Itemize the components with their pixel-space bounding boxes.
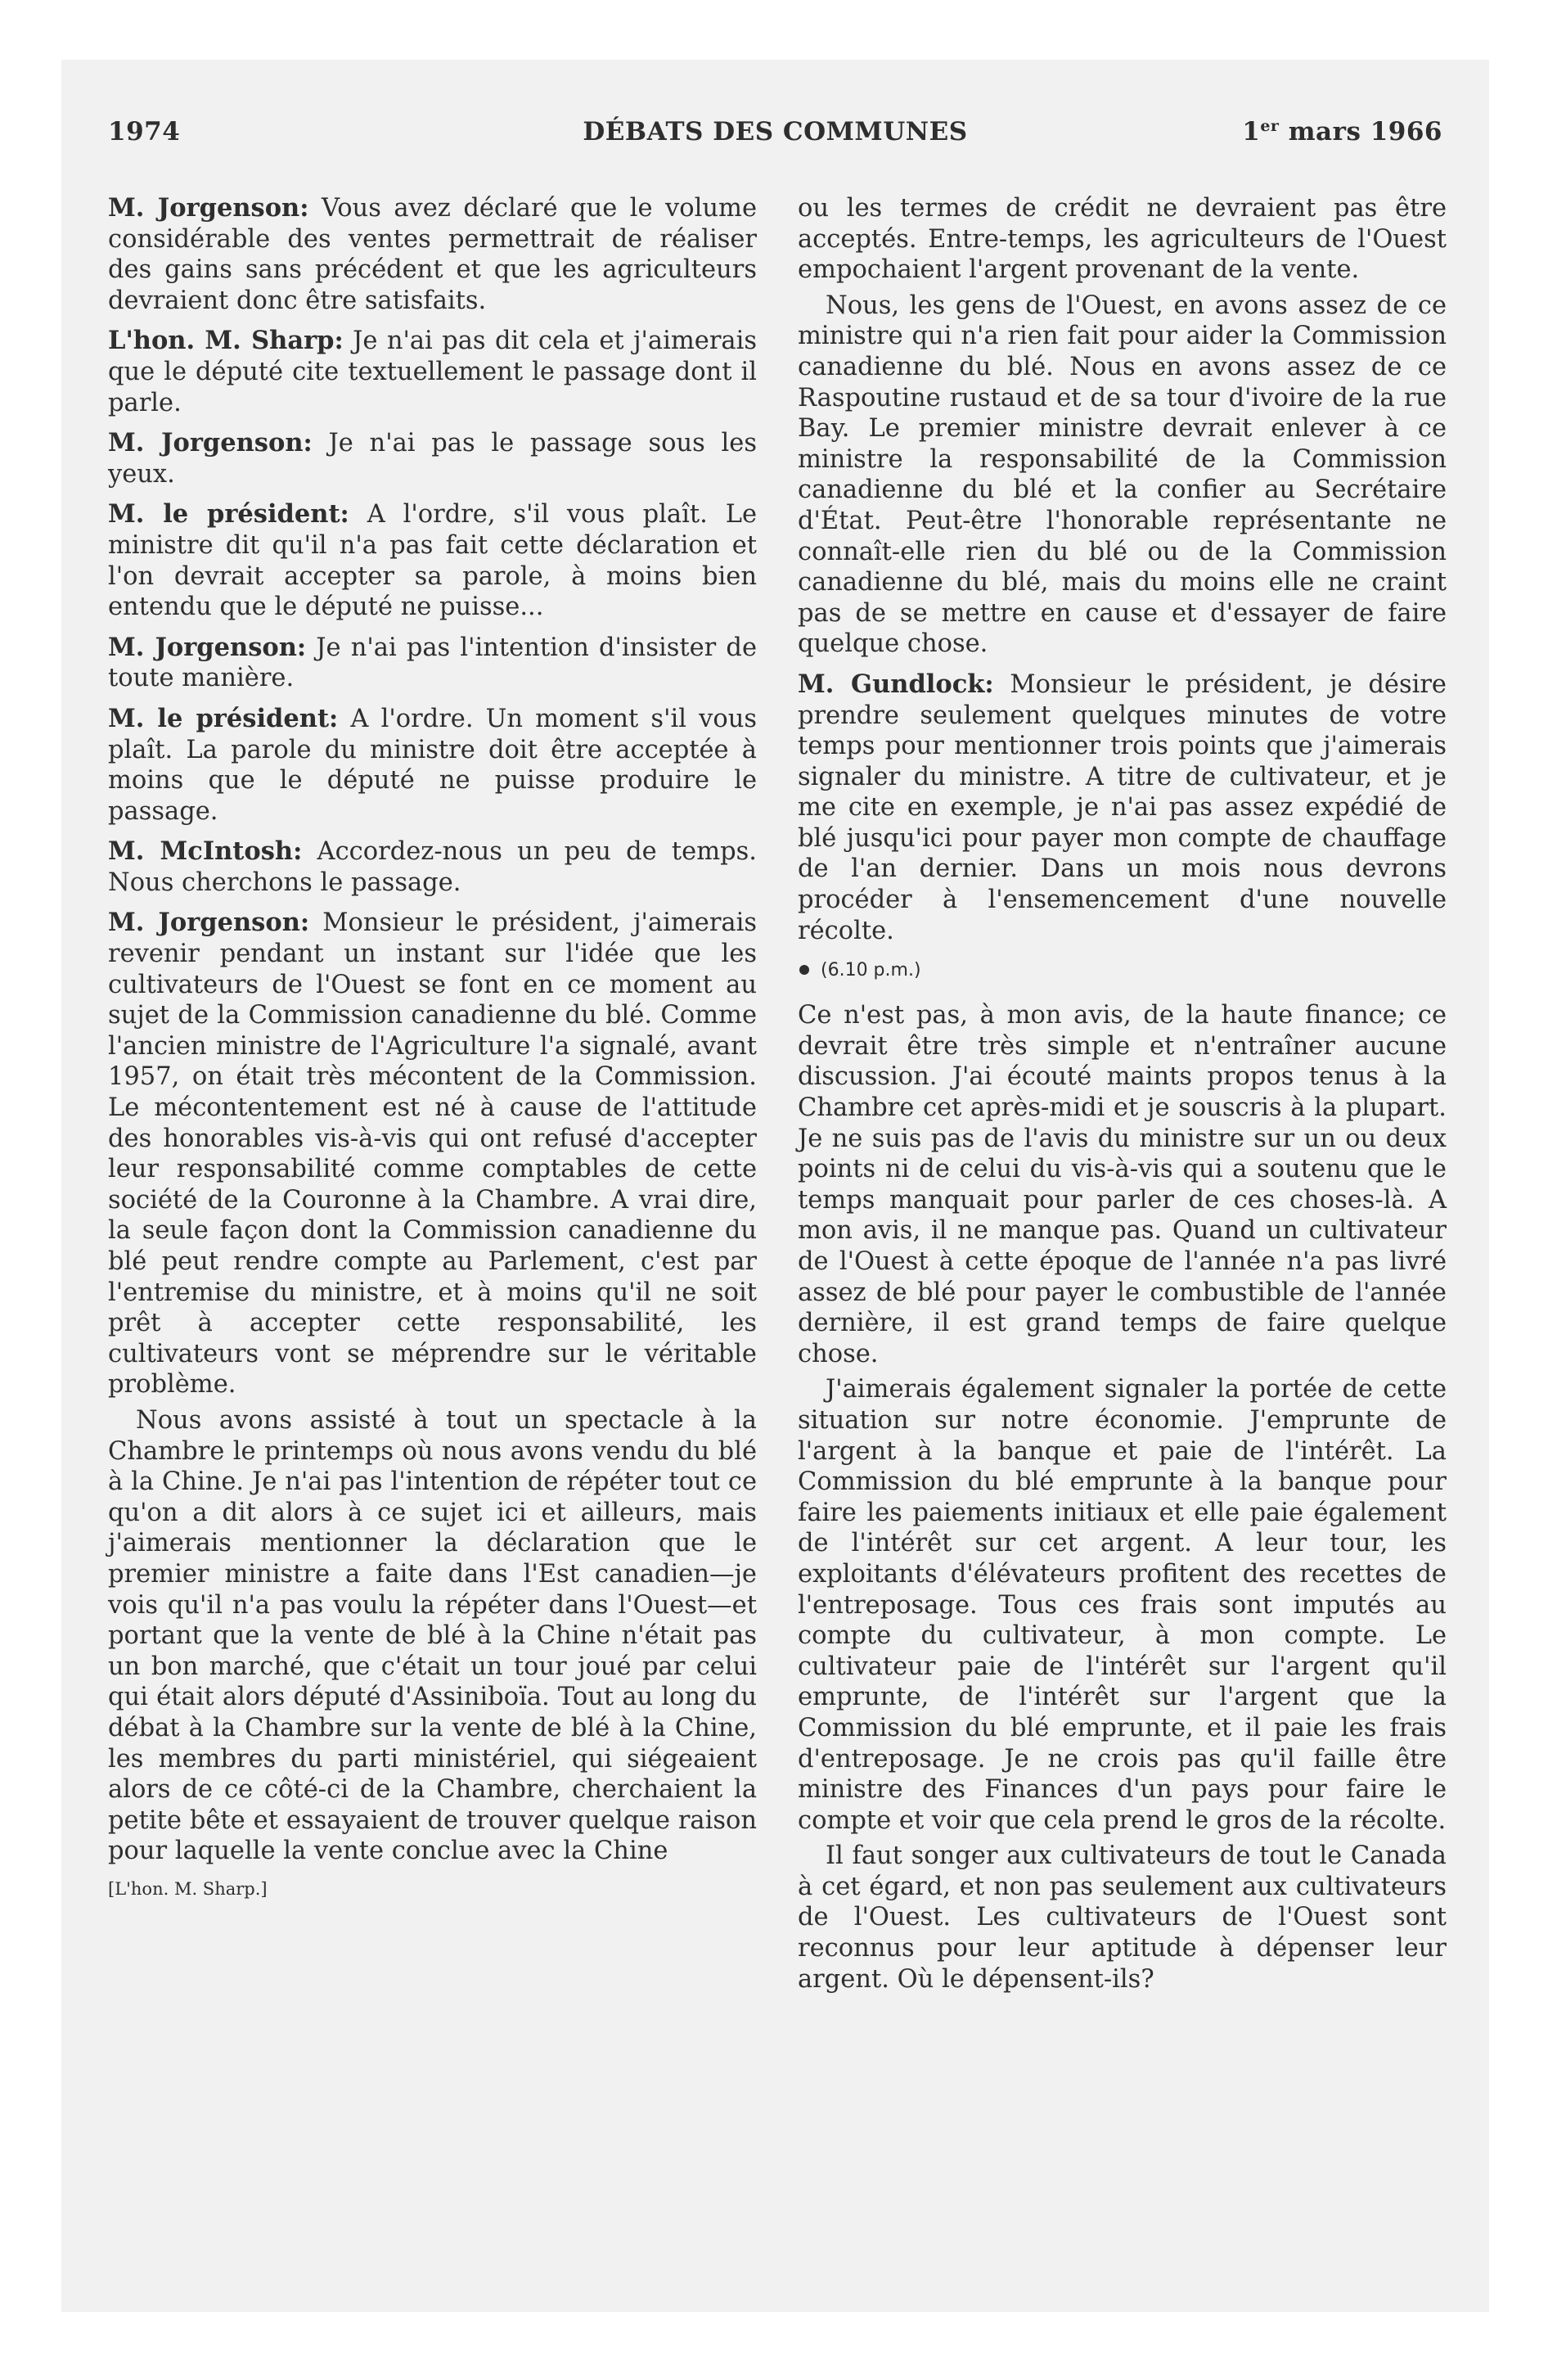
speech-paragraph	[108, 908, 757, 1400]
speech-text: Je n'ai pas dit cela et j'aimerais que le député cite textuellement le passage dont il parle.	[108, 327, 757, 417]
page-number: 1974	[108, 117, 181, 146]
speech-paragraph	[108, 499, 757, 622]
speech-text: Il faut songer aux cultivateurs de tout le Canada à cet égard, et non pas seulement aux cultivateurs de l'Ouest. Les cultivateurs de l'Ouest sont reconnus pour leur aptitude à dépenser leur argent. Où le dépensent-ils?	[798, 1841, 1447, 1994]
speech-text: Ce n'est pas, à mon avis, de la haute finance; ce devrait être très simple et n'entraîner aucune discussion. J'ai écouté maints propos tenus à la Chambre cet après-midi et je souscris à la plupart. Je ne suis pas de l'avis du ministre sur un ou deux points ni de celui du vis-à-vis qui a soutenu que le temps manquait pour parler de ces choses-là. A mon avis, il ne manque pas. Quand un cultivateur de l'Ouest à cette époque de l'année n'a pas livré assez de blé pour payer le combustible de l'année dernière, il est grand temps de faire quelque chose.	[798, 1001, 1447, 1368]
speech-paragraph	[108, 326, 757, 418]
speech-paragraph	[108, 428, 757, 489]
footnote: [L'hon. M. Sharp.]	[108, 1878, 268, 1899]
time-marker	[798, 959, 1447, 982]
speaker-name: M. Jorgenson:	[108, 908, 310, 938]
speech-paragraph	[798, 669, 1447, 946]
date-month-year: mars 1966	[1279, 117, 1442, 146]
speech-paragraph	[108, 836, 757, 898]
page-date	[1242, 117, 1442, 146]
speech-paragraph	[798, 1841, 1447, 1995]
speech-text: Accordez-nous un peu de temps. Nous cherchons le passage.	[108, 837, 757, 897]
speech-text: Monsieur le président, je désire prendre seulement quelques minutes de votre temps pour mentionner trois points que j'aimerais signaler du ministre. A titre de cultivateur, et je me cite en exemple, je n'ai pas assez expédié de blé jusqu'ici pour payer mon compte de chauffage de l'an dernier. Dans un mois nous devrons procéder à l'ensemencement d'une nouvelle récolte.	[798, 669, 1447, 945]
speech-text: ou les termes de crédit ne devraient pas être acceptés. Entre-temps, les agriculteurs de l'Ouest empochaient l'argent provenant de la vente.	[798, 194, 1447, 285]
speaker-name: L'hon. M. Sharp:	[108, 326, 344, 356]
speaker-name: M. le président:	[108, 703, 339, 733]
speaker-name: M. le président:	[108, 499, 349, 530]
speech-text: Vous avez déclaré que le volume considérable des ventes permettrait de réaliser des gains sans précédent et que les agriculteurs devraient donc être satisfaits.	[108, 194, 757, 315]
date-superscript: er	[1260, 117, 1280, 135]
speech-paragraph	[798, 1374, 1447, 1836]
scanned-page	[61, 60, 1489, 2312]
time-marker-text: (6.10 p.m.)	[821, 960, 921, 981]
speech-text: J'aimerais également signaler la portée de cette situation sur notre économie. J'emprunte de l'argent à la banque et paie de l'intérêt. La Commission du blé emprunte à la banque pour faire les paiements initiaux et elle paie également de l'intérêt sur cet argent. A leur tour, les exploitants d'élévateurs profitent des recettes de l'entreposage. Tous ces frais sont imputés au compte du cultivateur, à mon compte. Le cultivateur paie de l'intérêt sur l'argent qu'il emprunte, de l'intérêt sur l'argent que la Commission du blé emprunte, et il paie les frais d'entreposage. Je ne crois pas qu'il faille être ministre des Finances d'un pays pour faire le compte et voir que cela prend le gros de la récolte.	[798, 1375, 1447, 1835]
speaker-name: M. Jorgenson:	[108, 428, 313, 458]
speech-text: Monsieur le président, j'aimerais revenir pendant un instant sur l'idée que les cultivateurs de l'Ouest se font en ce moment au sujet de la Commission canadienne du blé. Comme l'ancien ministre de l'Agriculture l'a signalé, avant 1957, on était très mécontent de la Commission. Le mécontentement est né à cause de l'attitude des honorables vis-à-vis qui ont refusé d'accepter leur responsabilité comme comptables de cette société de la Couronne à la Chambre. A vrai dire, la seule façon dont la Commission canadienne du blé peut rendre compte au Parlement, c'est par l'entremise du ministre, et à moins qu'il ne soit prêt à accepter cette responsabilité, les cultivateurs vont se méprendre sur le véritable problème.	[108, 908, 757, 1400]
speech-text: Je n'ai pas l'intention d'insister de toute manière.	[108, 633, 757, 693]
speech-paragraph	[798, 1000, 1447, 1369]
speech-text: Nous avons assisté à tout un spectacle à la Chambre le printemps où nous avons vendu du blé à la Chine. Je n'ai pas l'intention de répéter tout ce qu'on a dit alors à ce sujet ici et ailleurs, mais j'aimerais mentionner la déclaration que le premier ministre a faite dans l'Est canadien—je vois qu'il n'a pas voulu la répéter dans l'Ouest—et portant que la vente de blé à la Chine n'était pas un bon marché, que c'était un tour joué par celui qui était alors député d'Assiniboïa. Tout au long du débat à la Chambre sur la vente de blé à la Chine, les membres du parti ministériel, qui siégeaient alors de ce côté-ci de la Chambre, cherchaient la petite bête et essayaient de trouver quelque raison pour laquelle la vente conclue avec la Chine	[108, 1405, 757, 1866]
speaker-name: M. Gundlock:	[798, 669, 994, 699]
speech-paragraph	[108, 193, 757, 316]
speech-paragraph	[108, 704, 757, 827]
page-header	[61, 117, 1489, 158]
speech-text: Je n'ai pas le passage sous les yeux.	[108, 429, 757, 489]
left-column	[108, 193, 757, 1900]
speech-paragraph	[108, 633, 757, 694]
speaker-name: M. Jorgenson:	[108, 632, 307, 662]
speech-text: Nous, les gens de l'Ouest, en avons assez de ce ministre qui n'a rien fait pour aider la Commission canadienne du blé. Nous en avons assez de ce Raspoutine rustaud et de sa tour d'ivoire de la rue Bay. Le premier ministre devrait enlever à ce ministre la responsabilité de la Commission canadienne du blé et la confier au Secrétaire d'État. Peut-être l'honorable représentante ne connaît-elle rien du blé ou de la Commission canadienne du blé, mais du moins elle ne craint pas de se mettre en cause et d'essayer de faire quelque chose.	[798, 291, 1447, 659]
right-column	[798, 193, 1447, 1995]
speech-text: A l'ordre, s'il vous plaît. Le ministre dit qu'il n'a pas fait cette déclaration et l'on devrait accepter sa parole, à moins bien entendu que le député ne puisse...	[108, 500, 757, 622]
bullet-icon	[799, 965, 809, 975]
speech-paragraph	[108, 1405, 757, 1867]
date-day: 1	[1242, 117, 1261, 146]
speech-paragraph	[798, 291, 1447, 660]
speaker-name: M. Jorgenson:	[108, 193, 309, 223]
speaker-name: M. McIntosh:	[108, 836, 303, 867]
speech-paragraph	[798, 193, 1447, 286]
speech-text: A l'ordre. Un moment s'il vous plaît. La parole du ministre doit être acceptée à moins que le député ne puisse produire le passage.	[108, 704, 757, 826]
journal-title: DÉBATS DES COMMUNES	[583, 117, 968, 146]
